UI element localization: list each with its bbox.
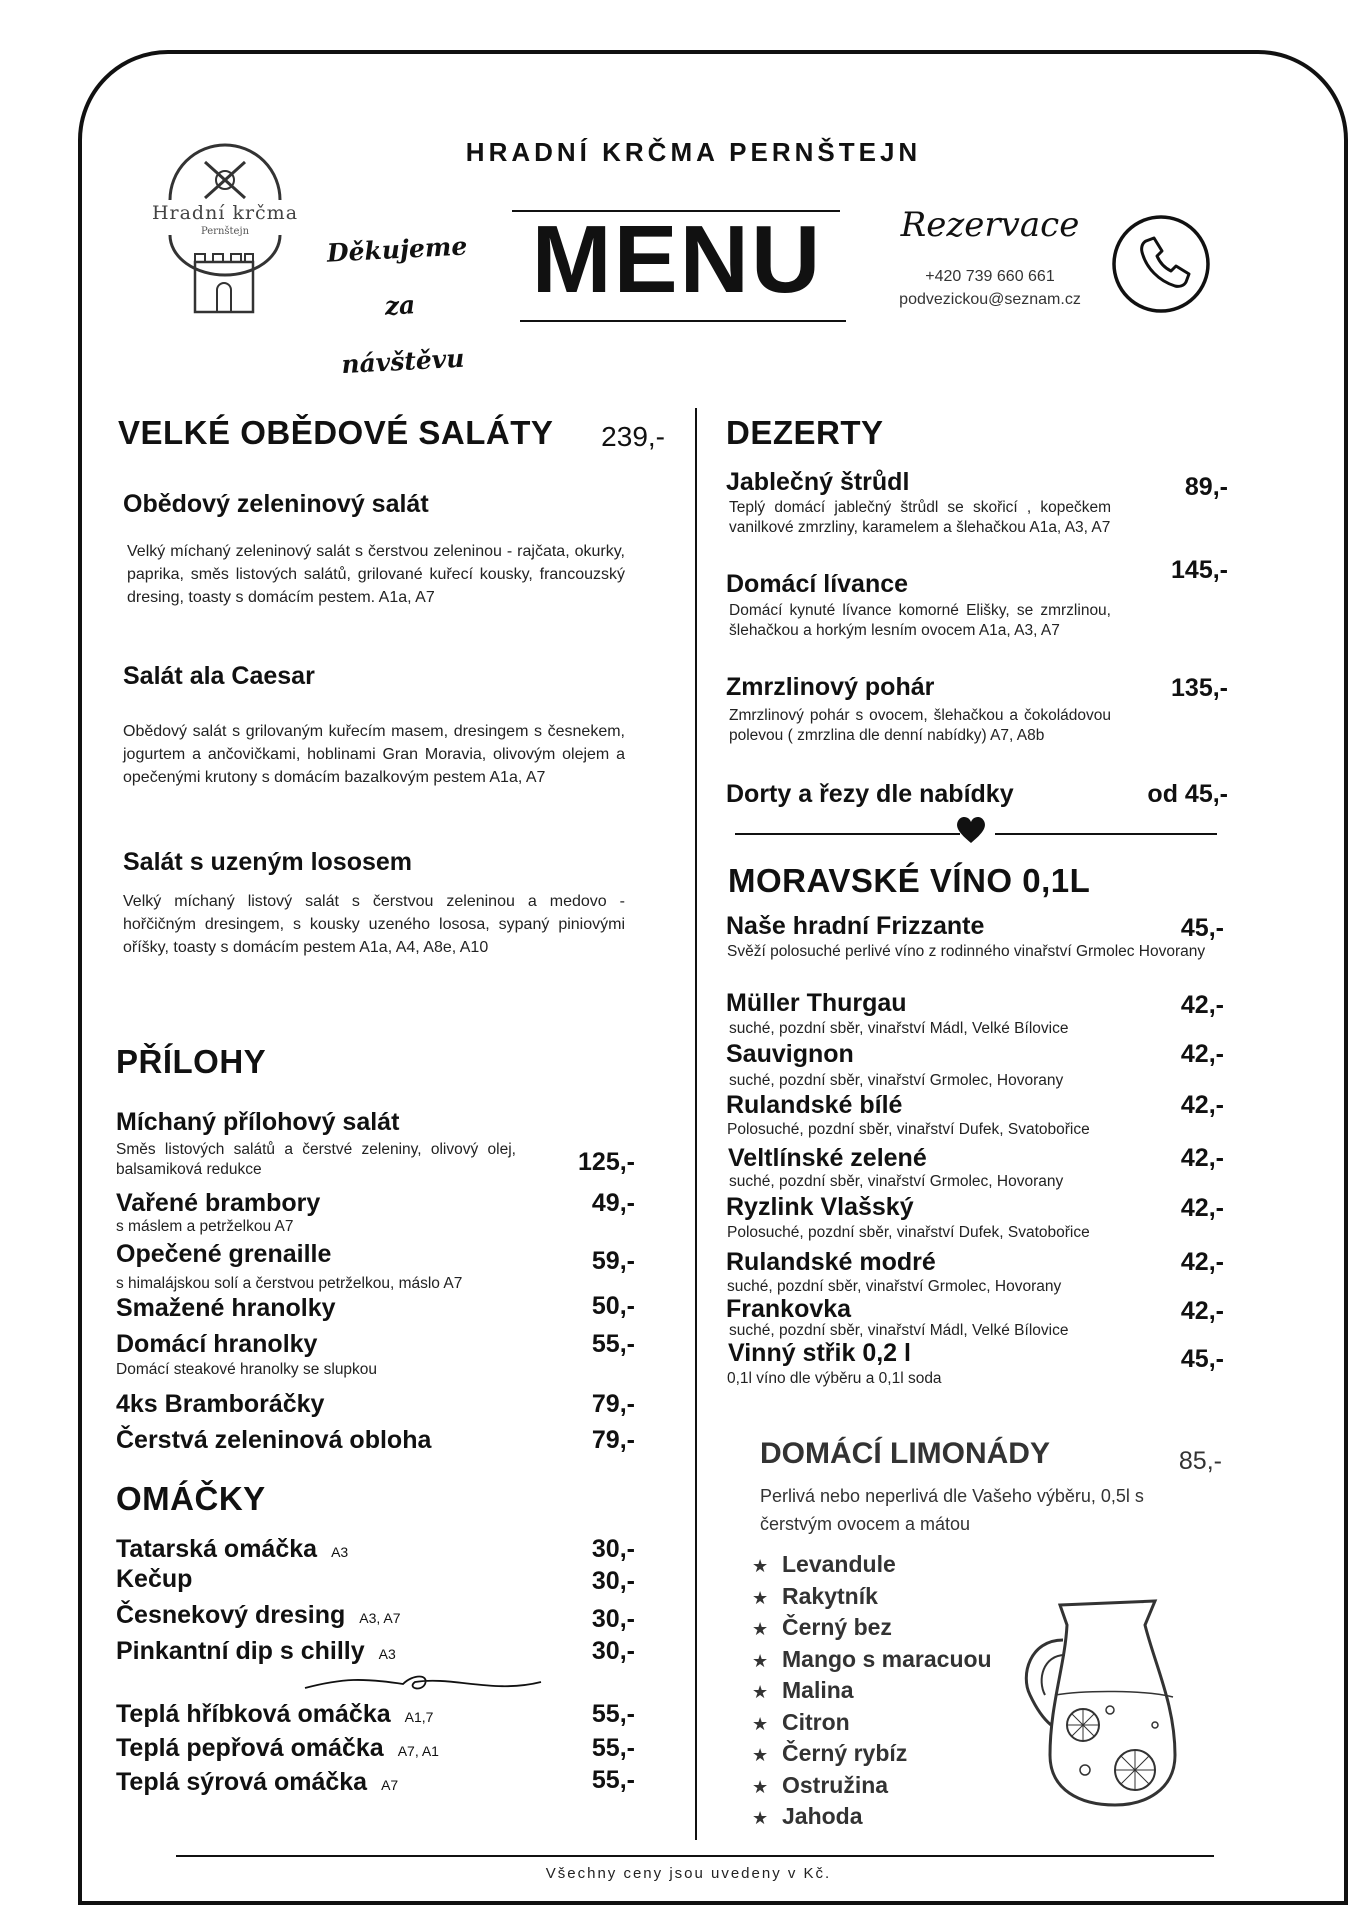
dessert-description: Teplý domácí jablečný štrůdl se skořicí , kopečkem vanilkové zmrzliny, karamelem a šlehačkou A1a, A3, A7 [729,499,1111,536]
wine-description: suché, pozdní sběr, vinařství Grmolec, Hovorany [729,1173,1064,1190]
dessert-description: Domácí kynuté lívance komorné Elišky, se zmrzlinou, šlehačkou a horkým lesním ovocem A1a, A3, A7 [729,602,1111,639]
lemonade-flavor: Levandule [782,1551,896,1577]
star-icon: ★ [752,1556,769,1576]
list-item [752,1676,992,1708]
dessert-name: Dorty a řezy dle nabídky [726,780,1014,808]
wine-price: 42,- [1180,1248,1224,1276]
wine-name: Müller Thurgau [726,989,907,1017]
wine-price: 42,- [1180,1144,1224,1172]
reservation-phone: +420 739 660 661 [925,268,1055,285]
lemonade-flavor: Malina [782,1677,854,1703]
side-price: 55,- [591,1330,635,1358]
menu-title-rule-bottom [520,320,846,322]
wine-price: 42,- [1180,991,1224,1019]
salad-description: Velký míchaný listový salát s čerstvou zeleninou a medovo - hořčičným dresingem, s kousky uzeného lososa, sypaný piniovými oříšky, toasty s domácím pestem A1a, A4, A8e, A10 [123,893,625,956]
restaurant-logo [125,140,325,325]
sauce-allergens: A3, A7 [359,1610,401,1626]
sauce-allergens: A3 [378,1646,396,1662]
side-name: Vařené brambory [116,1189,321,1217]
dessert-name: Zmrzlinový pohár [726,673,935,701]
wine-description: Svěží polosuché perlivé víno z rodinného vinařství Grmolec Hovorany [727,943,1206,960]
wine-price: 45,- [1180,914,1224,942]
dessert-price: 135,- [1171,674,1228,702]
dessert-name: Domácí lívance [726,570,909,598]
star-icon: ★ [752,1619,769,1639]
sauce-label: Česnekový dresing [116,1601,346,1629]
list-item [752,1645,992,1677]
side-name: 4ks Bramboráčky [116,1390,325,1418]
wine-description: suché, pozdní sběr, vinařství Mádl, Velké Bílovice [729,1322,1069,1339]
side-description: Směs listových salátů a čerstvé zeleniny, olivový olej, balsamiková redukce [116,1141,516,1178]
list-item [752,1771,992,1803]
sauce-price: 55,- [591,1700,635,1728]
lemonade-heading: DOMÁCÍ LIMONÁDY [760,1437,1050,1470]
salad-description: Velký míchaný zeleninový salát s čerstvou zeleninou - rajčata, okurky, paprika, směs listových salátů, grilované kuřecí kousky, francouzský dresing, toasty s domácím pestem. A1a, A7 [127,543,625,606]
list-item [752,1802,992,1834]
star-icon: ★ [752,1650,769,1671]
sides-heading: PŘÍLOHY [116,1043,267,1080]
list-item [752,1708,992,1740]
dessert-price: od 45,- [1147,780,1228,808]
star-icon: ★ [752,1776,769,1797]
lemonade-flavor: Černý bez [782,1614,892,1640]
sauce-name [116,1535,348,1564]
sauce-price: 30,- [591,1535,635,1563]
sauce-label: Teplá pepřová omáčka [116,1734,384,1762]
lemonade-flavor: Jahoda [782,1803,863,1829]
side-name: Čerstvá zeleninová obloha [116,1426,432,1454]
side-price: 79,- [591,1426,635,1454]
wine-description: suché, pozdní sběr, vinařství Mádl, Velké Bílovice [729,1020,1069,1037]
salad-name: Salát s uzeným lososem [123,848,413,876]
wine-price: 42,- [1180,1040,1224,1068]
wine-price: 42,- [1180,1297,1224,1325]
star-icon: ★ [752,1808,769,1828]
wine-name: Vinný střik 0,2 l [728,1339,911,1367]
sauce-allergens: A1,7 [404,1709,434,1725]
lemonade-flavor: Citron [782,1708,850,1735]
lemonade-flavor: Rakytník [782,1582,878,1609]
side-name: Smažené hranolky [116,1294,336,1322]
dessert-description: Zmrzlinový pohár s ovocem, šlehačkou a čokoládovou polevou ( zmrzlina dle denní nabídky) A7, A8b [729,707,1111,744]
sauce-name [116,1601,401,1630]
list-item [752,1582,992,1614]
side-price: 79,- [591,1390,635,1418]
wine-name: Rulandské bílé [726,1091,903,1119]
sauce-name: Kečup [116,1565,193,1593]
sauce-price: 55,- [591,1734,635,1762]
wine-heading: MORAVSKÉ VÍNO 0,1L [728,862,1091,899]
side-price: 50,- [591,1292,635,1320]
salad-name: Obědový zeleninový salát [123,490,429,518]
wine-description: Polosuché, pozdní sběr, vinařství Dufek, Svatobořice [727,1121,1090,1138]
sauce-name [116,1734,439,1763]
star-icon: ★ [752,1682,769,1702]
lemonade-price: 85,- [1178,1447,1222,1475]
divider-line-left [735,833,960,835]
column-divider [695,408,697,1840]
reservation-title: Rezervace [900,205,1080,245]
thank-you-line-1: Děkujeme za [326,231,468,321]
logo-subtitle: Pernštejn [200,226,250,237]
sauce-label: Tatarská omáčka [116,1535,318,1563]
logo-name: Hradní krčma [151,202,299,224]
salads-price: 239,- [601,421,665,452]
side-name: Domácí hranolky [116,1330,318,1358]
salad-description: Obědový salát s grilovaným kuřecím masem, dresingem s česnekem, jogurtem a ančovičkami, hoblinami Gran Moravia, olivovým olejem a opečenými krutony s domácím bazalkovým pestem A1a, A7 [123,723,625,786]
divider-line-right [995,833,1217,835]
footer-note: Všechny ceny jsou uvedeny v Kč. [545,1865,832,1882]
wine-description: 0,1l víno dle výběru a 0,1l soda [727,1370,942,1387]
sauce-name [116,1768,398,1797]
star-icon: ★ [752,1713,769,1734]
sauce-label: Pinkantní dip s chilly [116,1637,365,1665]
salads-heading: VELKÉ OBĚDOVÉ SALÁTY [118,414,554,451]
sauce-price: 30,- [591,1605,635,1633]
side-description: s máslem a petrželkou A7 [116,1218,294,1235]
side-description: s himalájskou solí a čerstvou petrželkou, máslo A7 [116,1275,463,1292]
list-item [752,1550,992,1582]
wine-name: Ryzlink Vlašský [726,1193,914,1221]
side-name: Míchaný přílohový salát [116,1108,400,1136]
sauce-price: 30,- [591,1567,635,1595]
dessert-name: Jablečný štrůdl [726,468,910,496]
lemonade-flavor: Černý rybíz [782,1740,908,1766]
lemonade-description: Perlivá nebo neperlivá dle Vašeho výběru, 0,5l s čerstvým ovocem a mátou [760,1486,1144,1534]
reservation-email: podvezickou@seznam.cz [899,291,1081,308]
sauce-label: Teplá hříbková omáčka [116,1700,391,1728]
footer-rule [176,1855,1214,1857]
heart-icon [955,815,987,845]
thank-you-line-2: návštěvu [340,343,466,380]
sauces-heading: OMÁČKY [116,1480,266,1517]
list-item [752,1739,992,1771]
wine-name: Sauvignon [726,1040,854,1068]
lemonade-flavor: Mango s maracuou [782,1645,992,1672]
side-description: Domácí steakové hranolky se slupkou [116,1361,378,1378]
salad-name: Salát ala Caesar [123,662,315,690]
swirl-divider-icon [303,1670,543,1698]
wine-name: Frankovka [726,1295,852,1323]
wine-name: Veltlínské zelené [728,1144,927,1172]
side-price: 125,- [578,1148,635,1176]
wine-description: suché, pozdní sběr, vinařství Grmolec, Hovorany [729,1072,1064,1089]
wine-price: 42,- [1180,1194,1224,1222]
sauce-name [116,1700,433,1729]
star-icon: ★ [752,1587,769,1608]
wine-name: Naše hradní Frizzante [726,912,985,940]
desserts-heading: DEZERTY [726,414,884,451]
lemonade-flavor: Ostružina [782,1771,889,1798]
sauce-allergens: A7 [381,1777,399,1793]
sauce-label: Teplá sýrová omáčka [116,1768,368,1796]
star-icon: ★ [752,1745,769,1765]
menu-title: MENU [531,206,823,313]
sauce-price: 30,- [591,1637,635,1665]
sauce-allergens: A7, A1 [397,1743,439,1759]
sauce-name [116,1637,396,1666]
lemonade-pitcher-icon [1005,1585,1210,1810]
wine-description: suché, pozdní sběr, vinařství Grmolec, Hovorany [727,1278,1062,1295]
side-price: 49,- [591,1189,635,1217]
wine-description: Polosuché, pozdní sběr, vinařství Dufek, Svatobořice [727,1224,1090,1241]
side-price: 59,- [591,1247,635,1275]
sauce-allergens: A3 [331,1544,349,1560]
phone-icon [1110,213,1212,315]
wine-name: Rulandské modré [726,1248,936,1276]
dessert-price: 89,- [1184,473,1228,501]
restaurant-name: HRADNÍ KRČMA PERNŠTEJN [465,137,922,167]
dessert-price: 145,- [1171,556,1228,584]
thank-you-note [311,218,490,395]
wine-price: 42,- [1180,1091,1224,1119]
side-name: Opečené grenaille [116,1240,332,1268]
sauce-price: 55,- [591,1766,635,1794]
wine-price: 45,- [1180,1345,1224,1373]
lemonade-flavor-list [752,1550,992,1834]
list-item [752,1613,992,1645]
